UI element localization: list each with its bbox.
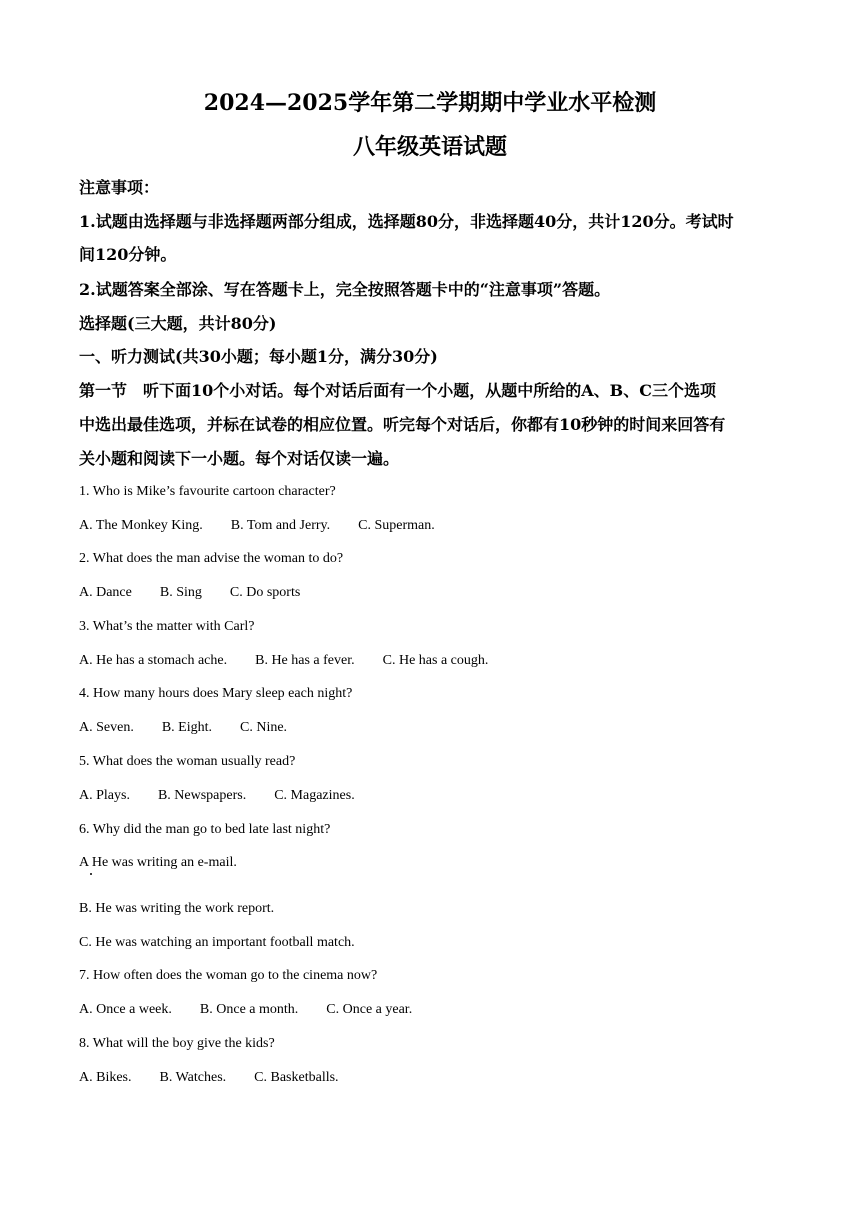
instructions-line-2: 中选出最佳选项，并标在试卷的相应位置。听完每个对话后，你都有10秒钟的时间来回答有 bbox=[79, 415, 726, 434]
question-option[interactable]: C. Magazines. bbox=[274, 788, 355, 803]
question-option[interactable]: A. Bikes. bbox=[79, 1070, 132, 1085]
question-option[interactable]: B. Once a month. bbox=[199, 1002, 299, 1017]
instructions-line-3: 关小题和阅读下一小题。每个对话仅读一遍。 bbox=[79, 449, 400, 468]
question-option[interactable]: A He was writing an e-mail. bbox=[79, 855, 237, 870]
question-option[interactable]: C. Once a year. bbox=[326, 1002, 413, 1017]
exam-title: 2024—2025学年第二学期期中学业水平检测 bbox=[203, 90, 657, 116]
question-7-options bbox=[79, 1001, 412, 1019]
question-option[interactable]: B. Newspapers. bbox=[157, 788, 247, 803]
question-option[interactable]: C. Basketballs. bbox=[254, 1070, 339, 1085]
question-2-options bbox=[79, 584, 300, 602]
question-5-options bbox=[79, 787, 355, 805]
question-4-text: 4. How many hours does Mary sleep each night? bbox=[79, 686, 353, 701]
question-6-text: 6. Why did the man go to bed late last night? bbox=[79, 822, 331, 837]
question-option[interactable]: A. The Monkey King. bbox=[79, 518, 203, 533]
question-option[interactable]: B. Sing bbox=[159, 585, 202, 600]
question-option[interactable]: C. He was watching an important football match. bbox=[79, 935, 355, 950]
question-7-text: 7. How often does the woman go to the cinema now? bbox=[79, 968, 378, 983]
question-option[interactable]: A. Seven. bbox=[79, 720, 134, 735]
notice-item-1-line-1: 1.试题由选择题与非选择题两部分组成，选择题80分，非选择题40分，共计120分。考试时 bbox=[79, 212, 734, 231]
question-option[interactable]: A. Plays. bbox=[79, 788, 130, 803]
question-option[interactable]: A. Dance bbox=[79, 585, 132, 600]
question-1-text: 1. Who is Mike’s favourite cartoon character? bbox=[79, 484, 336, 499]
notice-heading: 注意事项： bbox=[79, 178, 160, 197]
instructions-line-1: 第一节 听下面10个小对话。每个对话后面有一个小题，从题中所给的A、B、C三个选项 bbox=[79, 381, 716, 400]
question-option[interactable]: B. Watches. bbox=[159, 1070, 227, 1085]
question-option[interactable]: B. He has a fever. bbox=[255, 653, 355, 668]
question-option[interactable]: C. Do sports bbox=[229, 585, 301, 600]
question-option[interactable]: B. He was writing the work report. bbox=[79, 901, 275, 916]
question-1-options bbox=[79, 517, 435, 535]
question-option[interactable]: A. Once a week. bbox=[79, 1002, 172, 1017]
notice-item-2: 2.试题答案全部涂、写在答题卡上，完全按照答题卡中的“注意事项”答题。 bbox=[79, 280, 611, 299]
question-5-text: 5. What does the woman usually read? bbox=[79, 754, 296, 769]
question-8-text: 8. What will the boy give the kids? bbox=[79, 1036, 275, 1051]
exam-subtitle: 八年级英语试题 bbox=[352, 134, 507, 160]
stray-dot-mark bbox=[90, 873, 92, 875]
question-8-options bbox=[79, 1069, 339, 1087]
question-option[interactable]: B. Tom and Jerry. bbox=[230, 518, 331, 533]
question-3-options bbox=[79, 652, 488, 670]
question-option[interactable]: C. Superman. bbox=[358, 518, 435, 533]
question-3-text: 3. What’s the matter with Carl? bbox=[79, 619, 255, 634]
question-2-text: 2. What does the man advise the woman to do? bbox=[79, 551, 344, 566]
question-option[interactable]: B. Eight. bbox=[161, 720, 212, 735]
section-heading: 选择题(三大题，共计80分) bbox=[79, 314, 277, 333]
part-1-heading: 一、听力测试(共30小题；每小题1分，满分30分) bbox=[79, 347, 438, 366]
question-option[interactable]: A. He has a stomach ache. bbox=[79, 653, 228, 668]
notice-item-1-line-2: 间120分钟。 bbox=[79, 245, 177, 264]
question-4-options bbox=[79, 719, 287, 737]
question-option[interactable]: C. He has a cough. bbox=[382, 653, 489, 668]
question-option[interactable]: C. Nine. bbox=[240, 720, 288, 735]
